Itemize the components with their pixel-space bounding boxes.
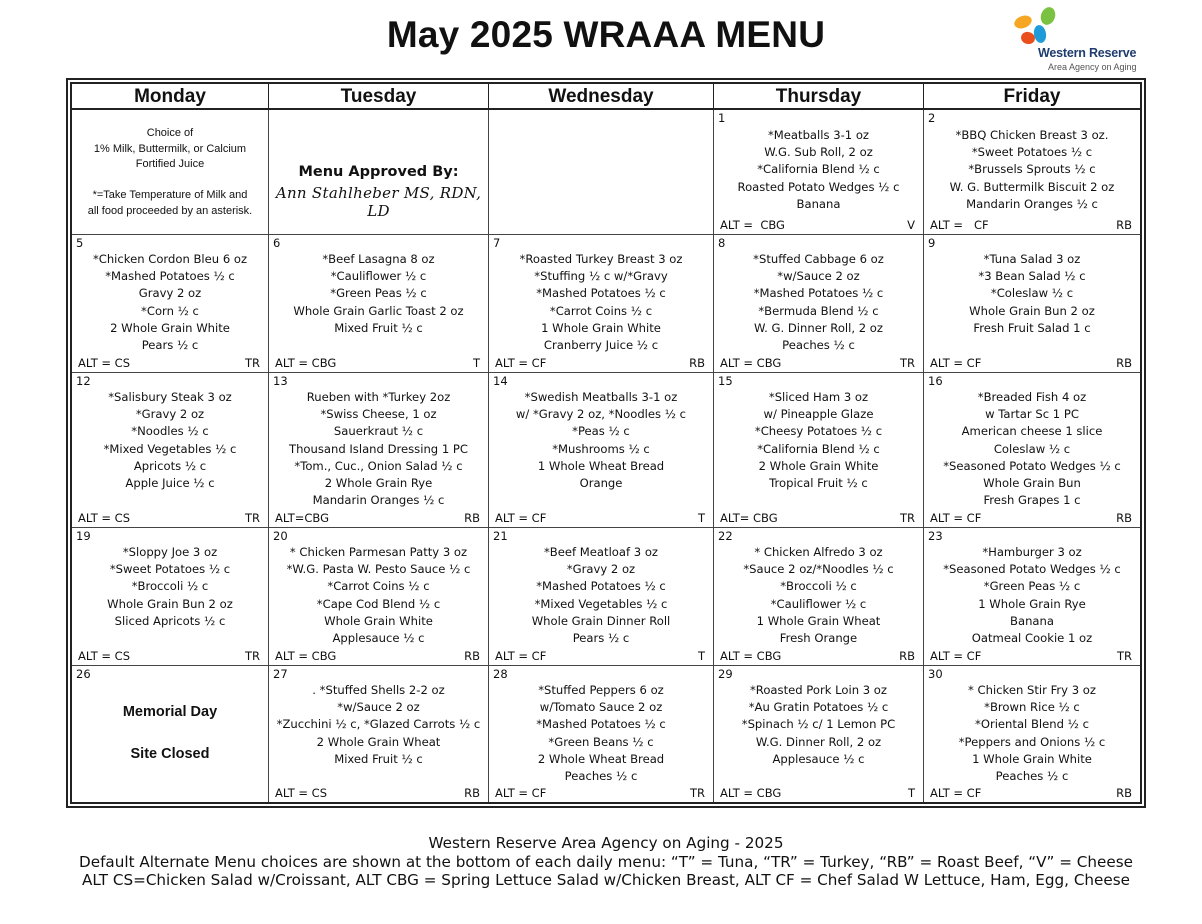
menu-items (269, 682, 488, 768)
alt-code: TR (899, 511, 915, 525)
day-header: Tuesday (269, 84, 489, 110)
menu-items (72, 251, 268, 354)
menu-item: Coleslaw ½ c (993, 441, 1071, 456)
day-cell (924, 528, 1140, 666)
menu-item: *Peas ½ c (572, 424, 630, 439)
alt-code: TR (244, 649, 260, 663)
menu-item: *Sloppy Joe 3 oz (122, 545, 218, 559)
menu-item: *Beef Lasagna 8 oz (322, 252, 435, 266)
alt-code: RB (1116, 356, 1132, 370)
alt-choice: ALT = CS (275, 786, 327, 800)
menu-item: *California Blend ½ c (757, 162, 880, 177)
day-cell (924, 110, 1140, 235)
milk-note-line: Fortified Juice (135, 158, 205, 170)
alt-choice: ALT = CS (78, 356, 130, 370)
alt-code: RB (1116, 786, 1132, 800)
butterfly-icon (1010, 6, 1068, 50)
day-cell (489, 235, 714, 373)
menu-item: Oatmeal Cookie 1 oz (971, 631, 1093, 646)
alt-choice: ALT=CBG (275, 511, 329, 525)
alt-code: T (472, 356, 480, 370)
menu-item: *Oriental Blend ½ c (975, 717, 1089, 732)
day-number: 22 (718, 529, 733, 543)
menu-item: *Cauliflower ½ c (770, 596, 867, 611)
menu-item: *Mixed Vegetables ½ c (103, 441, 237, 456)
menu-item: *Cauliflower ½ c (330, 269, 427, 284)
day-cell (714, 373, 924, 528)
milk-note-line: all food proceeded by an asterisk. (87, 204, 253, 217)
alt-choice: ALT = CS (78, 511, 130, 525)
menu-item: *Mashed Potatoes ½ c (536, 286, 666, 301)
menu-item: w/ Pineapple Glaze (763, 407, 874, 422)
day-number: 19 (76, 529, 91, 543)
menu-item: W.G. Sub Roll, 2 oz (764, 145, 873, 160)
menu-item: *Sliced Ham 3 oz (768, 390, 869, 404)
menu-item: *Stuffed Cabbage 6 oz (753, 252, 884, 266)
logo-subtitle: Area Agency on Aging (1048, 62, 1137, 72)
day-cell (714, 528, 924, 666)
approved-by-label: Menu Approved By: (298, 164, 459, 180)
menu-items (924, 127, 1140, 213)
milk-note-line: Choice of (146, 127, 194, 139)
day-number: 23 (928, 529, 943, 543)
menu-item: *Green Peas ½ c (330, 286, 427, 301)
day-cell (72, 373, 269, 528)
day-cell (924, 666, 1140, 802)
menu-item: *Chicken Cordon Bleu 6 oz (92, 252, 248, 266)
menu-item: *Meatballs 3-1 oz (767, 128, 869, 142)
day-number: 29 (718, 667, 733, 681)
day-number: 12 (76, 374, 91, 388)
milk-note-line: *=Take Temperature of Milk and (92, 189, 248, 201)
menu-item: *Gravy 2 oz (566, 562, 636, 577)
milk-note-cell (72, 110, 269, 235)
alt-choice: ALT= CBG (720, 511, 778, 525)
day-cell (714, 235, 924, 373)
menu-item: 2 Whole Grain White (758, 458, 879, 473)
menu-item: *Coleslaw ½ c (990, 286, 1074, 301)
menu-item: W. G. Dinner Roll, 2 oz (754, 320, 883, 335)
menu-item: Thousand Island Dressing 1 PC (288, 441, 468, 456)
menu-items (924, 389, 1140, 509)
day-cell (489, 528, 714, 666)
day-number: 5 (76, 236, 84, 250)
menu-items (714, 682, 923, 768)
menu-item: . *Stuffed Shells 2-2 oz (312, 683, 445, 697)
menu-item: *Green Peas ½ c (983, 579, 1081, 594)
menu-item: w Tartar Sc 1 PC (985, 407, 1079, 422)
menu-item: Banana (1010, 613, 1054, 628)
menu-items (714, 251, 923, 354)
day-cell (714, 110, 924, 235)
day-header: Friday (924, 84, 1140, 110)
menu-item: Mandarin Oranges ½ c (966, 196, 1098, 211)
menu-item: Whole Grain Bun 2 oz (969, 303, 1095, 318)
menu-item: Banana (796, 196, 841, 211)
menu-item: *Swedish Meatballs 3-1 oz (524, 390, 678, 404)
menu-item: Gravy 2 oz (138, 286, 202, 301)
menu-item: Fresh Fruit Salad 1 c (973, 320, 1091, 335)
menu-item: *Spinach ½ c/ 1 Lemon PC (741, 717, 896, 732)
day-number: 6 (273, 236, 281, 250)
footer-notes (0, 834, 1202, 890)
menu-item: Peaches ½ c (782, 338, 855, 353)
empty-cell (489, 110, 714, 235)
menu-items (269, 544, 488, 647)
menu-item: *Corn ½ c (141, 303, 199, 318)
alt-choice: ALT = CF (930, 356, 982, 370)
day-cell (72, 666, 269, 802)
menu-item: *Peppers and Onions ½ c (958, 734, 1106, 749)
menu-item: Fresh Orange (779, 631, 858, 646)
menu-item: 1 Whole Grain Rye (978, 596, 1086, 611)
menu-item: W. G. Buttermilk Biscuit 2 oz (949, 179, 1115, 194)
menu-item: Sliced Apricots ½ c (114, 613, 226, 628)
day-number: 27 (273, 667, 288, 681)
menu-item: *Green Beans ½ c (548, 734, 654, 749)
menu-item: Whole Grain Bun (983, 476, 1081, 491)
day-cell (72, 235, 269, 373)
footer-line: ALT CS=Chicken Salad w/Croissant, ALT CBG = Spring Lettuce Salad w/Chicken Breast, ALT CF = Chef Salad W Lettuce, Ham, Egg, Cheese (81, 871, 1131, 889)
menu-item: *Mixed Vegetables ½ c (534, 596, 668, 611)
menu-item: *Brussels Sprouts ½ c (968, 162, 1096, 177)
day-number: 15 (718, 374, 733, 388)
alt-choice: ALT = CF (495, 786, 547, 800)
menu-item: *Mashed Potatoes ½ c (536, 717, 666, 732)
alt-code: TR (244, 511, 260, 525)
menu-item: *Noodles ½ c (131, 424, 209, 439)
day-number: 13 (273, 374, 288, 388)
menu-item: *Sweet Potatoes ½ c (109, 562, 231, 577)
day-number: 20 (273, 529, 288, 543)
milk-note-line: 1% Milk, Buttermilk, or Calcium (93, 142, 247, 155)
menu-item: *Stuffing ½ c w/*Gravy (534, 269, 668, 284)
menu-item: *Salisbury Steak 3 oz (108, 390, 232, 404)
day-cell (269, 666, 489, 802)
menu-item: *3 Bean Salad ½ c (978, 269, 1086, 284)
menu-items (489, 682, 713, 785)
menu-item: *Stuffed Peppers 6 oz (538, 683, 664, 697)
day-cell (72, 528, 269, 666)
menu-items (489, 251, 713, 354)
day-header: Wednesday (489, 84, 714, 110)
menu-item: Pears ½ c (572, 631, 630, 646)
day-number: 7 (493, 236, 501, 250)
menu-items (269, 251, 488, 337)
menu-item: Peaches ½ c (995, 769, 1069, 784)
menu-item: 2 Whole Grain Rye (324, 476, 433, 491)
menu-item: 2 Whole Grain White (110, 320, 230, 335)
menu-item: *Zucchini ½ c, *Glazed Carrots ½ c (276, 717, 481, 732)
footer-line: Western Reserve Area Agency on Aging - 2025 (428, 834, 784, 852)
menu-item: Whole Grain Garlic Toast 2 oz (293, 303, 464, 318)
day-header: Monday (72, 84, 269, 110)
menu-item: Fresh Grapes 1 c (983, 493, 1081, 508)
day-number: 28 (493, 667, 508, 681)
menu-item: Applesauce ½ c (332, 631, 425, 646)
menu-items (714, 544, 923, 647)
menu-item: Rueben with *Turkey 2oz (306, 390, 451, 404)
day-number: 8 (718, 236, 726, 250)
menu-items (924, 682, 1140, 785)
menu-items (924, 251, 1140, 337)
menu-item: *Sauce 2 oz/*Noodles ½ c (743, 562, 894, 577)
day-number: 14 (493, 374, 508, 388)
menu-items (489, 389, 713, 492)
alt-code: RB (899, 649, 915, 663)
menu-item: w/ *Gravy 2 oz, *Noodles ½ c (515, 407, 687, 422)
menu-item: Tropical Fruit ½ c (769, 476, 868, 491)
menu-item: 2 Whole Wheat Bread (537, 751, 665, 766)
alt-code: RB (464, 786, 480, 800)
alt-choice: ALT = CBG (720, 218, 785, 232)
day-cell (269, 528, 489, 666)
menu-item: Sauerkraut ½ c (333, 424, 424, 439)
day-number: 26 (76, 667, 91, 681)
alt-choice: ALT = CBG (275, 356, 337, 370)
menu-items (714, 389, 923, 492)
approval-cell (269, 110, 489, 235)
menu-item: 1 Whole Grain Wheat (756, 613, 881, 628)
menu-item: * Chicken Alfredo 3 oz (754, 545, 883, 559)
menu-item: *Cape Cod Blend ½ c (316, 596, 441, 611)
menu-item: *Sweet Potatoes ½ c (971, 145, 1093, 160)
alt-choice: ALT = CF (495, 511, 547, 525)
day-number: 9 (928, 236, 936, 250)
day-cell (489, 666, 714, 802)
footer-line: Default Alternate Menu choices are shown at the bottom of each daily menu: “T” = Tuna, “TR” = Turkey, “RB” = Roast Beef, “V” = Cheese (79, 852, 1133, 871)
holiday-label: Site Closed (130, 746, 210, 762)
day-cell (714, 666, 924, 802)
menu-item: *Tom., Cuc., Onion Salad ½ c (294, 458, 463, 473)
alt-code: RB (464, 649, 480, 663)
menu-item: *Roasted Pork Loin 3 oz (750, 683, 887, 697)
menu-item: Mixed Fruit ½ c (334, 320, 423, 335)
alt-code: RB (1116, 511, 1132, 525)
alt-choice: ALT = CF (495, 649, 547, 663)
menu-item: w/Tomato Sauce 2 oz (539, 700, 663, 715)
menu-item: 1 Whole Grain White (541, 320, 661, 335)
menu-item: * Chicken Parmesan Patty 3 oz (289, 545, 468, 559)
menu-items (72, 544, 268, 630)
day-number: 2 (928, 111, 936, 125)
menu-item: *Roasted Turkey Breast 3 oz (519, 252, 683, 266)
alt-choice: ALT = CBG (720, 649, 782, 663)
menu-item: *Beef Meatloaf 3 oz (544, 545, 658, 559)
menu-item: Whole Grain Dinner Roll (531, 613, 671, 628)
menu-item: *Breaded Fish 4 oz (977, 390, 1087, 404)
menu-item: 1 Whole Grain White (972, 751, 1092, 766)
menu-item: *Tuna Salad 3 oz (983, 252, 1081, 266)
menu-item: *Bermuda Blend ½ c (758, 303, 879, 318)
menu-item: Mandarin Oranges ½ c (312, 493, 445, 508)
menu-item: American cheese 1 slice (961, 424, 1103, 439)
menu-item: *Seasoned Potato Wedges ½ c (943, 458, 1121, 473)
menu-item: *Au Gratin Potatoes ½ c (748, 700, 889, 715)
menu-items (489, 544, 713, 647)
alt-choice: ALT = CBG (720, 786, 782, 800)
menu-item: *Broccoli ½ c (780, 579, 857, 594)
alt-choice: ALT = CBG (275, 649, 337, 663)
alt-code: TR (244, 356, 260, 370)
alt-choice: ALT = CBG (720, 356, 782, 370)
day-cell (924, 373, 1140, 528)
alt-code: T (907, 786, 915, 800)
menu-item: *Mushrooms ½ c (552, 441, 650, 456)
alt-code: RB (1116, 218, 1132, 232)
alt-code: TR (1116, 649, 1132, 663)
menu-item: *Mashed Potatoes ½ c (105, 269, 235, 284)
alt-choice: ALT = CF (930, 649, 982, 663)
menu-item: Orange (579, 476, 623, 491)
menu-item: *Broccoli ½ c (131, 579, 209, 594)
menu-item: *California Blend ½ c (757, 441, 880, 456)
menu-item: *W.G. Pasta W. Pesto Sauce ½ c (286, 562, 471, 577)
menu-item: Apricots ½ c (133, 458, 207, 473)
alt-code: TR (689, 786, 705, 800)
menu-item: *BBQ Chicken Breast 3 oz. (955, 128, 1109, 142)
alt-code: T (697, 511, 705, 525)
alt-code: V (907, 218, 915, 232)
holiday-label: Memorial Day (122, 704, 218, 720)
menu-calendar-grid (70, 82, 1142, 804)
menu-item: Cranberry Juice ½ c (543, 338, 659, 353)
alt-code: RB (689, 356, 705, 370)
menu-item: *Seasoned Potato Wedges ½ c (943, 562, 1121, 577)
menu-item: *w/Sauce 2 oz (777, 269, 860, 284)
menu-items (924, 544, 1140, 647)
menu-items (269, 389, 488, 509)
day-number: 21 (493, 529, 508, 543)
day-number: 1 (718, 111, 726, 125)
menu-items (72, 389, 268, 492)
menu-item: *Carrot Coins ½ c (327, 579, 430, 594)
alt-code: T (697, 649, 705, 663)
menu-item: 2 Whole Grain Wheat (316, 734, 441, 749)
menu-item: Peaches ½ c (564, 769, 638, 784)
menu-item: W.G. Dinner Roll, 2 oz (755, 734, 882, 749)
menu-item: * Chicken Stir Fry 3 oz (968, 683, 1096, 697)
menu-item: Apple Juice ½ c (125, 476, 215, 491)
menu-item: Whole Grain White (324, 613, 433, 628)
menu-item: Applesauce ½ c (772, 751, 865, 766)
alt-code: RB (464, 511, 480, 525)
menu-item: Pears ½ c (141, 338, 199, 353)
menu-item: *Carrot Coins ½ c (549, 303, 653, 318)
menu-item: *Gravy 2 oz (135, 407, 205, 422)
menu-item: 1 Whole Wheat Bread (537, 458, 665, 473)
approver-signature: Ann Stahlheber MS, RDN, LD (275, 184, 482, 220)
day-cell (489, 373, 714, 528)
page-title: May 2025 WRAAA MENU (386, 14, 826, 55)
wraaa-logo (1008, 6, 1148, 76)
menu-item: *Brown Rice ½ c (984, 700, 1080, 715)
alt-code: TR (899, 356, 915, 370)
menu-items (714, 127, 923, 213)
day-cell (269, 373, 489, 528)
day-cell (924, 235, 1140, 373)
alt-choice: ALT = CF (930, 786, 982, 800)
menu-item: Mixed Fruit ½ c (334, 751, 423, 766)
menu-item: Roasted Potato Wedges ½ c (737, 179, 900, 194)
alt-choice: ALT = CF (930, 218, 989, 232)
menu-item: *Swiss Cheese, 1 oz (320, 407, 437, 422)
alt-choice: ALT = CF (495, 356, 547, 370)
milk-note (72, 126, 268, 219)
menu-item: *w/Sauce 2 oz (337, 700, 420, 715)
alt-choice: ALT = CF (930, 511, 982, 525)
menu-item: *Mashed Potatoes ½ c (753, 286, 884, 301)
alt-choice: ALT = CS (78, 649, 130, 663)
day-header: Thursday (714, 84, 924, 110)
menu-item: Whole Grain Bun 2 oz (107, 596, 233, 611)
menu-item: *Hamburger 3 oz (982, 545, 1082, 559)
day-number: 30 (928, 667, 943, 681)
day-cell (269, 235, 489, 373)
menu-item: *Cheesy Potatoes ½ c (754, 424, 883, 439)
menu-item: *Mashed Potatoes ½ c (536, 579, 666, 594)
logo-name: Western Reserve (1038, 46, 1137, 60)
day-number: 16 (928, 374, 943, 388)
milk-note-line (72, 173, 268, 189)
